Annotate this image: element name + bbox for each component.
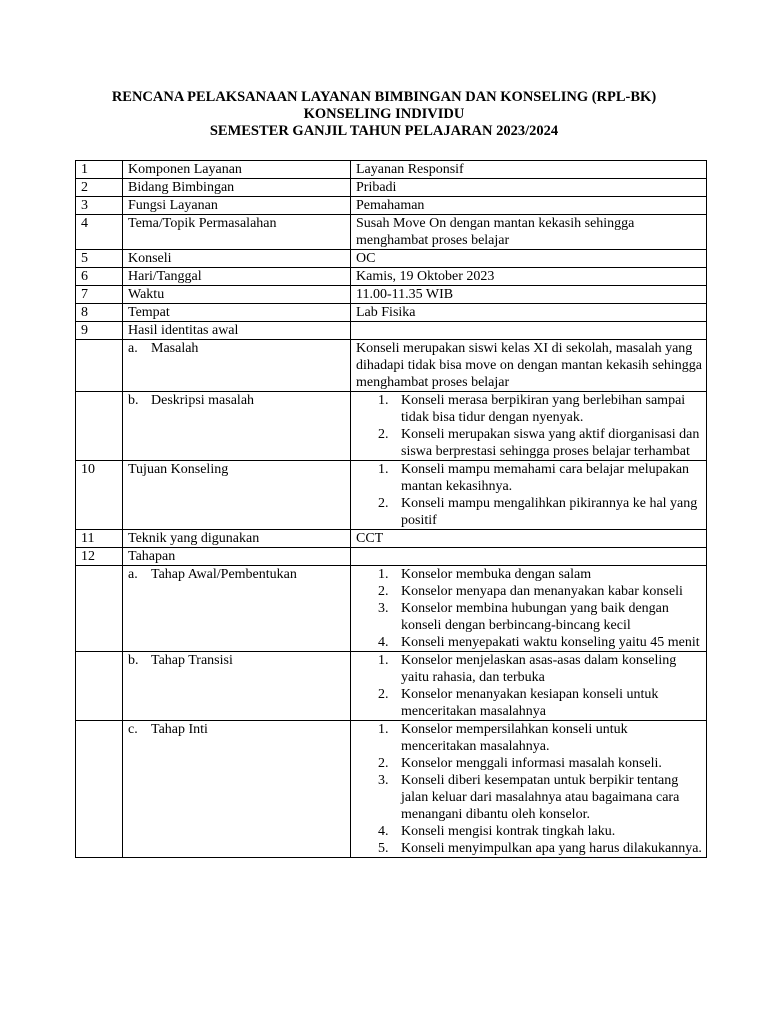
table-row [76, 197, 707, 215]
row-number: 5 [76, 250, 123, 268]
sub-label-masalah: a. Masalah [123, 340, 351, 392]
sub-label-deskripsi: b. Deskripsi masalah [123, 392, 351, 461]
list-item: 3. Konselor membina hubungan yang baik dengan konseli dengan berbincang-bincang kecil [378, 601, 669, 633]
row-label: Bidang Bimbingan [123, 179, 351, 197]
sub-label-tahap-awal: a. Tahap Awal/Pembentukan [123, 566, 351, 652]
title-line-2: KONSELING INDIVIDU [303, 106, 465, 122]
list-item: 1. Konseli mampu memahami cara belajar melupakan mantan kekasihnya. [378, 462, 690, 494]
title-line-3: SEMESTER GANJIL TAHUN PELAJARAN 2023/2024 [209, 123, 559, 139]
table-row [76, 304, 707, 322]
table-row [76, 340, 707, 392]
numbered-list [356, 721, 706, 857]
list-item: 2. Konseli merupakan siswa yang aktif diorganisasi dan siswa berprestasi sehingga proses belajar terhambat [378, 427, 700, 459]
table-row [76, 322, 707, 340]
row-label: Waktu [123, 286, 351, 304]
row-number [76, 721, 123, 858]
row-value-list [351, 566, 707, 652]
list-item: 5. Konseli menyimpulkan apa yang harus dilakukannya. [378, 841, 702, 856]
row-value: Layanan Responsif [351, 161, 707, 179]
row-value: Kamis, 19 Oktober 2023 [351, 268, 707, 286]
list-item: 2. Konselor menanyakan kesiapan konseli untuk menceritakan masalahnya [378, 687, 659, 719]
row-value: Pribadi [351, 179, 707, 197]
list-item: 3. Konseli diberi kesempatan untuk berpikir tentang jalan keluar dari masalahnya atau bagaimana cara menangani dibantu oleh konselor. [378, 773, 680, 822]
row-label: Tahapan [123, 548, 351, 566]
table-row [76, 721, 707, 858]
list-item: 4. Konseli menyepakati waktu konseling yaitu 45 menit [378, 635, 700, 650]
table-row [76, 392, 707, 461]
row-number: 9 [76, 322, 123, 340]
table-row [76, 530, 707, 548]
list-item: 1. Konseli merasa berpikiran yang berlebihan sampai tidak bisa tidur dengan nyenyak. [378, 393, 686, 425]
row-value: Konseli merupakan siswi kelas XI di sekolah, masalah yang dihadapi tidak bisa move on dengan mantan kekasih sehingga menghambat proses belajar [351, 340, 707, 392]
row-value [351, 548, 707, 566]
row-value-list [351, 461, 707, 530]
table-row [76, 652, 707, 721]
row-number: 3 [76, 197, 123, 215]
row-number: 2 [76, 179, 123, 197]
row-number: 4 [76, 215, 123, 250]
list-item: 2. Konselor menyapa dan menanyakan kabar konseli [378, 584, 683, 599]
list-item: 1. Konselor membuka dengan salam [378, 567, 592, 582]
table-row [76, 268, 707, 286]
row-label: Tema/Topik Permasalahan [123, 215, 351, 250]
table-row [76, 286, 707, 304]
list-item: 4. Konseli mengisi kontrak tingkah laku. [378, 824, 616, 839]
list-item: 2. Konselor menggali informasi masalah konseli. [378, 756, 662, 771]
row-number: 8 [76, 304, 123, 322]
table-row [76, 566, 707, 652]
numbered-list [356, 461, 706, 529]
sub-label-tahap-transisi: b. Tahap Transisi [123, 652, 351, 721]
row-number: 7 [76, 286, 123, 304]
row-number [76, 340, 123, 392]
row-value: Pemahaman [351, 197, 707, 215]
document-title [0, 89, 768, 140]
table-row [76, 179, 707, 197]
row-value-list [351, 721, 707, 858]
row-number [76, 392, 123, 461]
sub-label-tahap-inti: c. Tahap Inti [123, 721, 351, 858]
row-value: Lab Fisika [351, 304, 707, 322]
row-number [76, 652, 123, 721]
table-row [76, 215, 707, 250]
row-number [76, 566, 123, 652]
row-value: 11.00-11.35 WIB [351, 286, 707, 304]
numbered-list [356, 566, 706, 651]
title-line-1: RENCANA PELAKSANAAN LAYANAN BIMBINGAN DAN KONSELING (RPL-BK) [111, 89, 657, 105]
row-label: Hasil identitas awal [123, 322, 351, 340]
row-number: 11 [76, 530, 123, 548]
list-item: 2. Konseli mampu mengalihkan pikirannya ke hal yang positif [378, 496, 698, 528]
row-value-list [351, 392, 707, 461]
row-number: 6 [76, 268, 123, 286]
list-item: 1. Konselor mempersilahkan konseli untuk menceritakan masalahnya. [378, 722, 628, 754]
row-number: 10 [76, 461, 123, 530]
row-label: Tujuan Konseling [123, 461, 351, 530]
row-label: Teknik yang digunakan [123, 530, 351, 548]
table-row [76, 161, 707, 179]
row-label: Fungsi Layanan [123, 197, 351, 215]
row-number: 12 [76, 548, 123, 566]
row-value-list [351, 652, 707, 721]
numbered-list [356, 652, 706, 720]
table-row [76, 548, 707, 566]
row-value: OC [351, 250, 707, 268]
row-value [351, 322, 707, 340]
list-item: 1. Konselor menjelaskan asas-asas dalam konseling yaitu rahasia, dan terbuka [378, 653, 677, 685]
row-label: Komponen Layanan [123, 161, 351, 179]
row-label: Tempat [123, 304, 351, 322]
row-number: 1 [76, 161, 123, 179]
row-label: Konseli [123, 250, 351, 268]
row-label: Hari/Tanggal [123, 268, 351, 286]
rpl-table [75, 160, 707, 858]
row-value: Susah Move On dengan mantan kekasih sehingga menghambat proses belajar [351, 215, 707, 250]
numbered-list [356, 392, 706, 460]
row-value: CCT [351, 530, 707, 548]
table-row [76, 250, 707, 268]
table-row [76, 461, 707, 530]
